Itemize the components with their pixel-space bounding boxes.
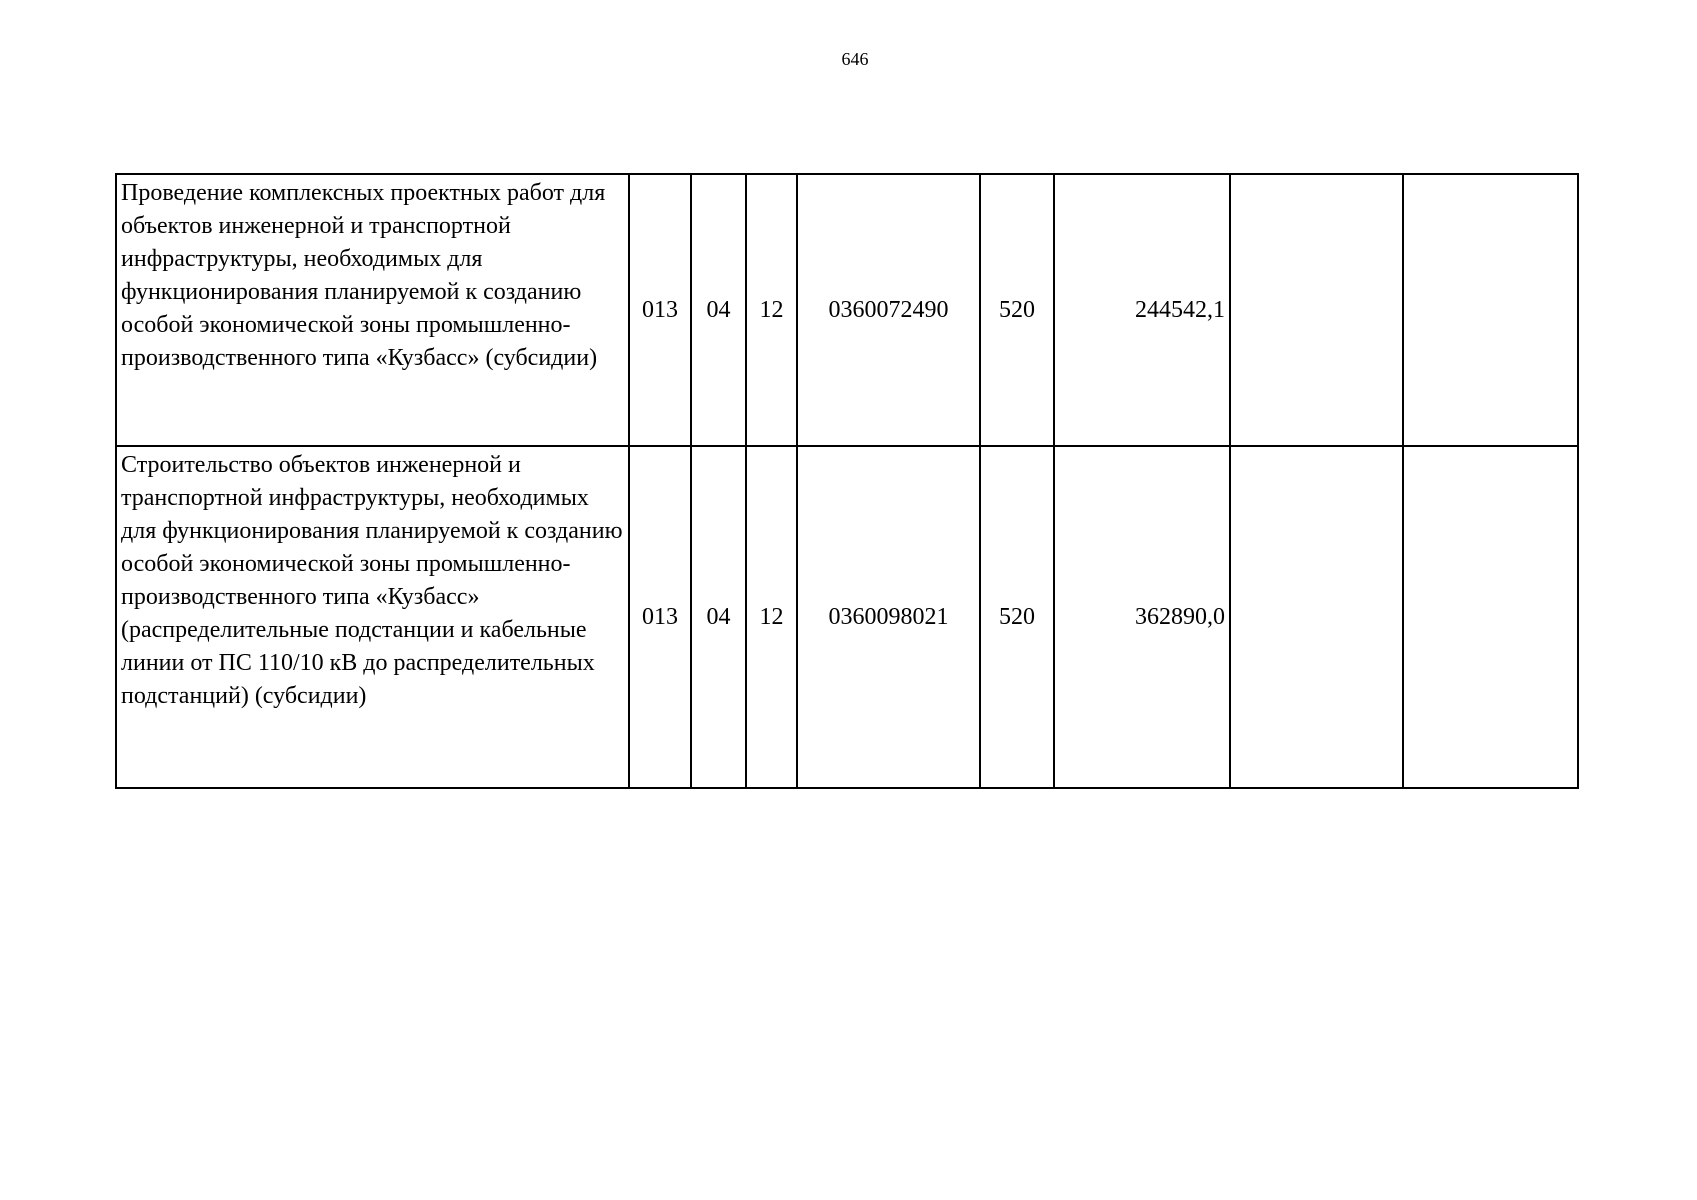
row-amount-2 <box>1230 446 1403 788</box>
row-expense-type: 520 <box>980 446 1054 788</box>
row-ministry-code: 013 <box>629 174 691 446</box>
row-section-code: 04 <box>691 174 746 446</box>
row-description: Проведение комплексных проектных работ для объектов инженерной и транспортной инфраструктуры, необходимых для функционирования планируемой к созданию особой экономической зоны промышленно-производственного типа «Кузбасс» (субсидии) <box>116 174 629 446</box>
row-amount-2 <box>1230 174 1403 446</box>
budget-table <box>115 173 1579 789</box>
row-amount: 362890,0 <box>1054 446 1230 788</box>
table-row <box>116 446 1578 788</box>
page-number: 646 <box>841 49 869 69</box>
row-ministry-code: 013 <box>629 446 691 788</box>
row-amount-3 <box>1403 174 1578 446</box>
row-amount: 244542,1 <box>1054 174 1230 446</box>
row-description: Строительство объектов инженерной и транспортной инфраструктуры, необходимых для функционирования планируемой к созданию особой экономической зоны промышленно-производственного типа «Кузбасс» (распределительные подстанции и кабельные линии от ПС 110/10 кВ до распределительных подстанций) (субсидии) <box>116 446 629 788</box>
row-subsection-code: 12 <box>746 446 797 788</box>
row-expense-type: 520 <box>980 174 1054 446</box>
row-section-code: 04 <box>691 446 746 788</box>
row-target-article: 0360072490 <box>797 174 980 446</box>
row-target-article: 0360098021 <box>797 446 980 788</box>
table-row <box>116 174 1578 446</box>
row-amount-3 <box>1403 446 1578 788</box>
row-subsection-code: 12 <box>746 174 797 446</box>
